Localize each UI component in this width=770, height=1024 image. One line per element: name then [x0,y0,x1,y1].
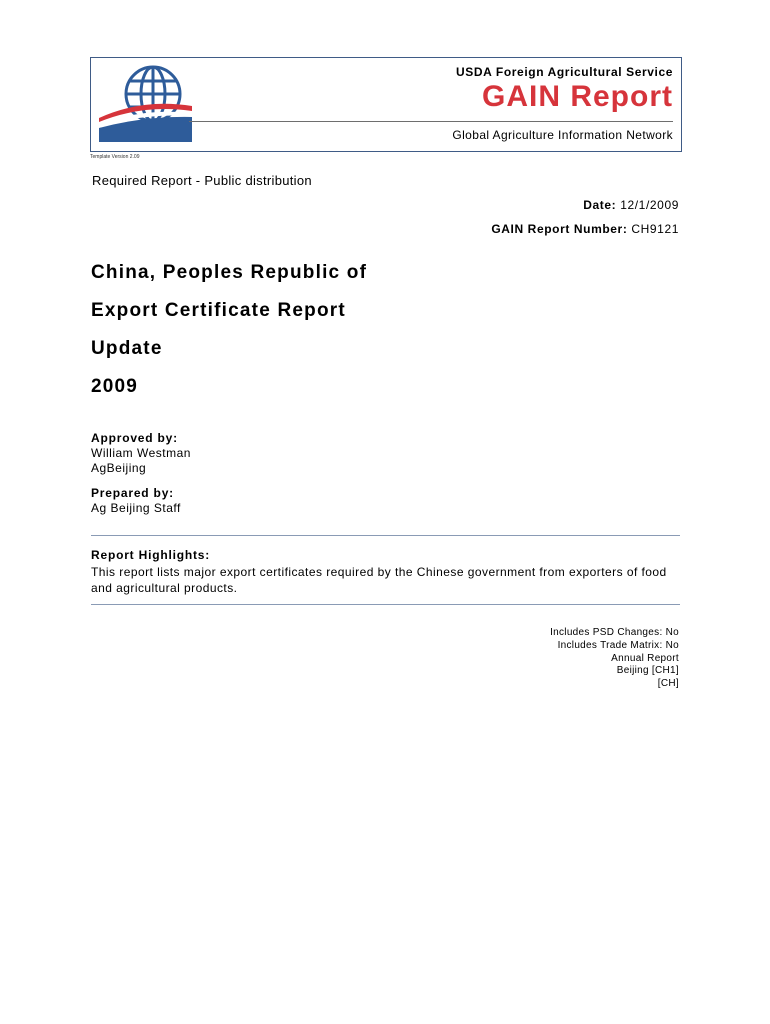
approved-by-label: Approved by: [91,431,178,445]
prepared-by-name: Ag Beijing Staff [91,501,181,515]
trade-matrix-flag: Includes Trade Matrix: No [557,639,679,651]
distribution-status: Required Report - Public distribution [92,173,312,188]
approved-by-name: William Westman [91,446,191,460]
report-header [90,57,682,152]
report-title-subject: Export Certificate Report [91,300,346,321]
template-version: Template Version 2.09 [90,154,140,160]
network-name: Global Agriculture Information Network [452,128,673,142]
report-category: Annual Report [611,652,679,664]
report-title-type: Update [91,338,163,359]
psd-changes-flag: Includes PSD Changes: No [550,627,679,638]
report-title-country: China, Peoples Republic of [91,262,368,283]
report-flags [379,627,679,691]
report-title-year: 2009 [91,376,139,397]
agency-name: USDA Foreign Agricultural Service [456,65,673,79]
approved-by-office: AgBeijing [91,461,147,475]
report-number [491,222,679,236]
report-date [583,198,679,212]
highlights-bottom-divider [91,604,680,605]
post-location: Beijing [CH1] [616,665,679,677]
report-number-value: CH9121 [631,222,679,236]
prepared-by-label: Prepared by: [91,486,174,500]
report-date-label: Date: [583,198,617,212]
gain-report-title: GAIN Report [482,80,673,113]
report-date-value: 12/1/2009 [620,198,679,212]
header-divider [189,121,673,122]
usda-globe-logo-icon [97,64,193,144]
highlights-text: This report lists major export certificates required by the Chinese government from exporters of food and agricultural products. [91,565,667,595]
report-number-label: GAIN Report Number: [491,222,628,236]
highlights-label: Report Highlights: [91,548,211,562]
highlights-top-divider [91,535,680,536]
country-code: [CH] [657,678,679,690]
